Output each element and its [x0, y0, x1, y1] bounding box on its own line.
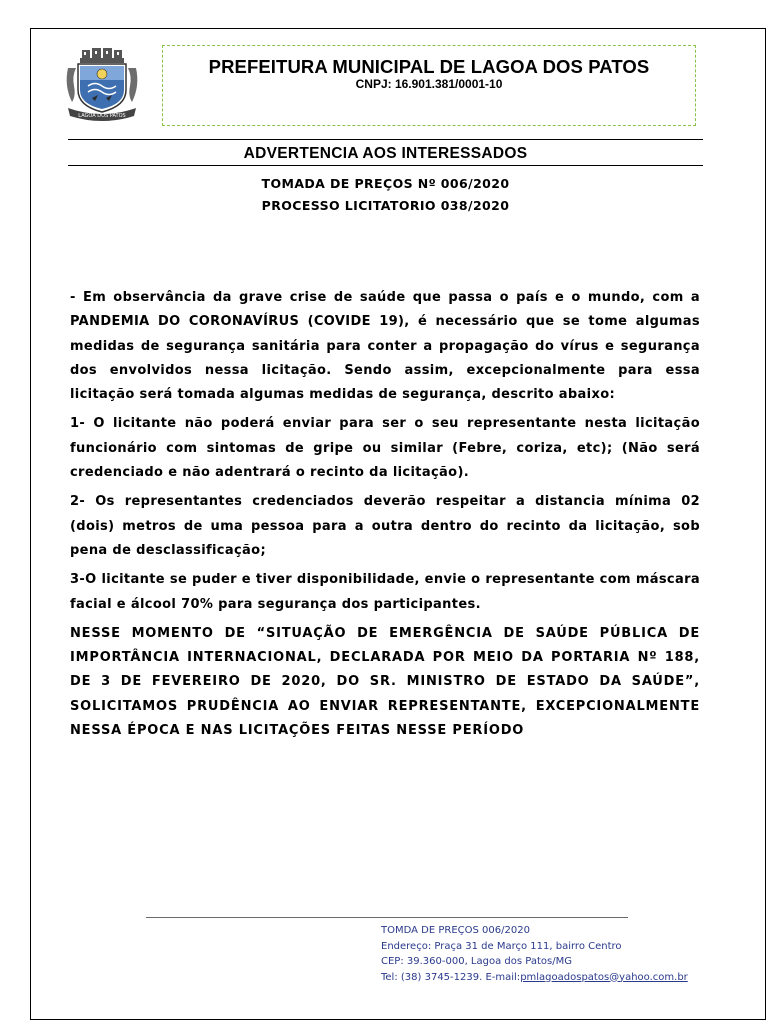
coat-of-arms-logo [62, 46, 142, 124]
item-3-paragraph: 3-O licitante se puder e tiver disponibilidade, envie o representante com máscara facial e álcool 70% para segurança dos participantes. [70, 572, 700, 612]
footer-address: Endereço: Praça 31 de Março 111, bairro Centro [381, 940, 622, 952]
footer-rule [146, 917, 628, 918]
footer-contact [381, 970, 761, 986]
tomada-de-precos-line: TOMADA DE PREÇOS Nº 006/2020 [261, 176, 510, 191]
footer-cep: CEP: 39.360-000, Lagoa dos Patos/MG [381, 956, 572, 967]
footer-email-link[interactable]: pmlagoadospatos@yahoo.com.br [520, 971, 688, 983]
footer-phone: Tel: (38) 3745-1239. E-mail: [381, 971, 521, 983]
cnpj-label: CNPJ: 16.901.381/0001-10 [355, 77, 503, 91]
item-1-paragraph: 1- O licitante não poderá enviar para ser o seu representante nesta licitação funcionário com sintomas de gripe ou similar (Febre, coriza, etc); (Não será credenciado e não adentrará o recinto da licitação). [70, 416, 700, 481]
title-rule-bottom [68, 165, 703, 166]
item-2-paragraph: 2- Os representantes credenciados deverão respeitar a distancia mínima 02 (dois) metros de uma pessoa para a outra dentro do recinto da licitação, sob pena de desclassificação; [70, 494, 700, 558]
processo-licitatorio-line: PROCESSO LICITATORIO 038/2020 [261, 198, 510, 213]
intro-paragraph: - Em observância da grave crise de saúde que passa o país e o mundo, com a PANDEMIA DO CORONAVÍRUS (COVIDE 19), é necessário que se tome algumas medidas de segurança sanitária para conter a propagação do vírus e segurança dos envolvidos nessa licitação. Sendo assim, excepcionalmente para essa licitação será tomada algumas medidas de segurança, descrito abaixo: [70, 290, 700, 403]
municipality-title: PREFEITURA MUNICIPAL DE LAGOA DOS PATOS [208, 56, 650, 77]
footer-reference: TOMDA DE PREÇOS 006/2020 [381, 925, 530, 936]
footer [381, 923, 761, 985]
notice-title: ADVERTENCIA AOS INTERESSADOS [243, 145, 528, 162]
closing-paragraph: NESSE MOMENTO DE “SITUAÇÃO DE EMERGÊNCIA DE SAÚDE PÚBLICA DE IMPORTÂNCIA INTERNACIONAL, DECLARADA POR MEIO DA PORTARIA Nº 188, DE 3 DE FEVEREIRO DE 2020, DO SR. MINISTRO DE ESTADO DA SAÚDE”, SOLICITAMOS PRUDÊNCIA AO ENVIAR REPRESENTANTE, EXCEPCIONALMENTE NESSA ÉPOCA E NAS LICITAÇÕES FEITAS NESSE PERÍODO [70, 625, 700, 739]
header-box [162, 45, 696, 126]
title-rule-top [68, 139, 703, 140]
svg-text:LAGOA DOS PATOS: LAGOA DOS PATOS [78, 113, 126, 119]
notice-body [70, 286, 700, 748]
